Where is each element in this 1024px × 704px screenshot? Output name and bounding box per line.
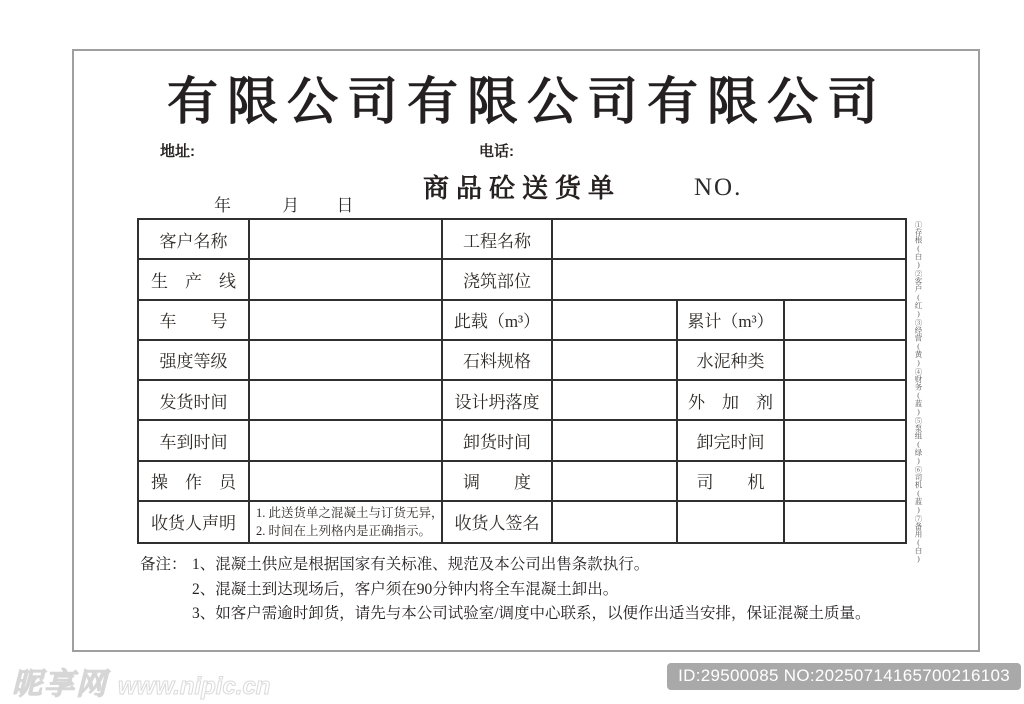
date-year-label: 年 bbox=[214, 196, 231, 215]
cell-driver-value bbox=[785, 462, 905, 502]
cell-unload-time-label: 卸货时间 bbox=[443, 421, 553, 461]
copy-sheet-4: ④财务(蓝) bbox=[913, 368, 923, 416]
date-day-label: 日 bbox=[336, 196, 354, 215]
remarks-block bbox=[140, 553, 960, 627]
address-label: 地址: bbox=[160, 143, 195, 160]
cell-operator-label: 操 作 员 bbox=[139, 462, 250, 502]
cell-driver-label: 司 机 bbox=[678, 462, 785, 502]
image-id-badge: ID:29500085 NO:20250714165700216103 bbox=[667, 663, 1021, 690]
cell-extra-value-1 bbox=[678, 502, 785, 542]
cell-admixture-value bbox=[785, 381, 905, 421]
cell-receiver-signature-value bbox=[553, 502, 678, 542]
cell-vehicle-number-label: 车 号 bbox=[139, 301, 250, 341]
cell-strength-grade-value bbox=[250, 341, 443, 381]
cell-dispatcher-label: 调 度 bbox=[443, 462, 553, 502]
cell-production-line-label: 生 产 线 bbox=[139, 260, 250, 300]
cell-pouring-location-label: 浇筑部位 bbox=[443, 260, 553, 300]
copy-sheet-3: ③经营(黄) bbox=[913, 319, 923, 367]
copy-sheet-5: ⑤泵组(绿) bbox=[913, 417, 923, 465]
cell-pouring-location-value bbox=[553, 260, 905, 300]
cell-dispatcher-value bbox=[553, 462, 678, 502]
remark-item-1: 1、混凝土供应是根据国家有关标准、规范及本公司出售条款执行。 bbox=[192, 556, 650, 573]
cell-unload-finish-time-label: 卸完时间 bbox=[678, 421, 785, 461]
document-title: 商品砼送货单 bbox=[422, 173, 621, 203]
remark-item-3: 3、如客户需逾时卸货，请先与本公司试验室/调度中心联系，以便作出适当安排，保证混凝土质量。 bbox=[192, 605, 871, 622]
copy-sheet-2: ②客户(红) bbox=[913, 270, 923, 318]
cell-cement-type-label: 水泥种类 bbox=[678, 341, 785, 381]
cell-strength-grade-label: 强度等级 bbox=[139, 341, 250, 381]
declaration-line-1: 1. 此送货单之混凝土与订货无异， bbox=[256, 505, 444, 520]
watermark-logo: 昵享网 bbox=[12, 668, 108, 701]
cell-stone-spec-label: 石料规格 bbox=[443, 341, 553, 381]
cell-design-slump-label: 设计坍落度 bbox=[443, 381, 553, 421]
watermark-url: www.nipic.cn bbox=[118, 673, 271, 700]
cell-receiver-signature-label: 收货人签名 bbox=[443, 502, 553, 542]
cell-vehicle-number-value bbox=[250, 301, 443, 341]
cell-customer-name-label: 客户名称 bbox=[139, 220, 250, 260]
declaration-line-2: 2. 时间在上列格内是正确指示。 bbox=[256, 523, 432, 538]
copy-sheet-color-legend bbox=[909, 221, 927, 563]
cell-project-name-label: 工程名称 bbox=[443, 220, 553, 260]
cell-this-load-label: 此载（m³） bbox=[443, 301, 553, 341]
cell-stone-spec-value bbox=[553, 341, 678, 381]
cell-this-load-value bbox=[553, 301, 678, 341]
cell-unload-finish-time-value bbox=[785, 421, 905, 461]
number-label: NO. bbox=[694, 174, 743, 201]
cell-admixture-label: 外 加 剂 bbox=[678, 381, 785, 421]
copy-sheet-7: ⑦备用(白) bbox=[913, 515, 923, 563]
cell-dispatch-time-label: 发货时间 bbox=[139, 381, 250, 421]
cell-production-line-value bbox=[250, 260, 443, 300]
cell-operator-value bbox=[250, 462, 443, 502]
cell-receiver-declaration-text bbox=[250, 502, 443, 542]
cell-arrival-time-value bbox=[250, 421, 443, 461]
cell-unload-time-value bbox=[553, 421, 678, 461]
cell-cumulative-value bbox=[785, 301, 905, 341]
cell-design-slump-value bbox=[553, 381, 678, 421]
cell-project-name-value bbox=[553, 220, 905, 260]
phone-label: 电话: bbox=[479, 143, 514, 160]
site-watermark bbox=[12, 659, 270, 703]
cell-arrival-time-label: 车到时间 bbox=[139, 421, 250, 461]
company-title: 有限公司有限公司有限公司 bbox=[166, 73, 887, 130]
date-month-label: 月 bbox=[282, 196, 300, 215]
cell-extra-value-2 bbox=[785, 502, 905, 542]
copy-sheet-6: ⑥司机(蓝) bbox=[913, 466, 923, 514]
remarks-label: 备注： bbox=[140, 556, 187, 573]
cell-customer-name-value bbox=[250, 220, 443, 260]
remark-item-2: 2、混凝土到达现场后，客户须在90分钟内将全车混凝土卸出。 bbox=[192, 580, 619, 598]
date-line bbox=[214, 191, 354, 216]
cell-cement-type-value bbox=[785, 341, 905, 381]
cell-cumulative-label: 累计（m³） bbox=[678, 301, 785, 341]
cell-receiver-declaration-label: 收货人声明 bbox=[139, 502, 250, 542]
cell-dispatch-time-value bbox=[250, 381, 443, 421]
delivery-form-table bbox=[137, 218, 907, 544]
copy-sheet-1: ①存根(白) bbox=[913, 221, 923, 269]
